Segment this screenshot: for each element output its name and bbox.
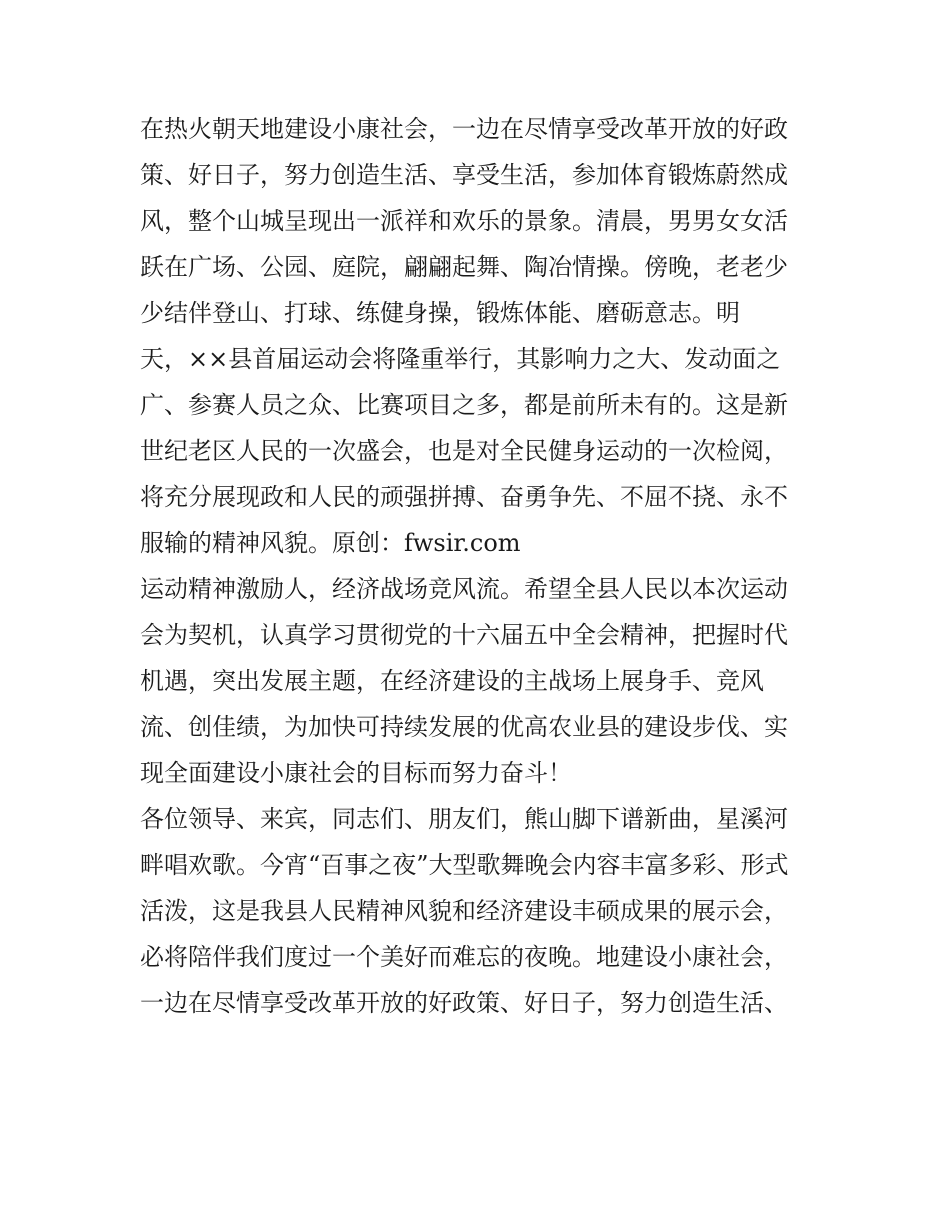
text-line: 天，××县首届运动会将隆重举行，其影响力之大、发动面之 [140,345,781,373]
text-line: 必将陪伴我们度过一个美好而难忘的夜晚。地建设小康社会， [140,943,788,971]
text-line: 跃在广场、公园、庭院，翩翩起舞、陶冶情操。傍晚，老老少 [140,253,788,281]
text-line: 畔唱欢歌。今宵“百事之夜”大型歌舞晚会内容丰富多彩、形式 [140,851,789,879]
text-line: 风，整个山城呈现出一派祥和欢乐的景象。清晨，男男女女活 [140,207,788,235]
document-body [140,106,812,1026]
text-line: 一边在尽情享受改革开放的好政策、好日子，努力创造生活、 [140,989,788,1017]
text-line: 现全面建设小康社会的目标而努力奋斗！ [140,759,572,787]
text-line: 将充分展现政和人民的顽强拼搏、奋勇争先、不屈不挠、永不 [140,483,788,511]
text-line: 流、创佳绩，为加快可持续发展的优高农业县的建设步伐、实 [140,713,788,741]
text-line: 少结伴登山、打球、练健身操，锻炼体能、磨砺意志。明 [140,299,740,327]
text-line: 世纪老区人民的一次盛会，也是对全民健身运动的一次检阅， [140,437,788,465]
text-line: 运动精神激励人，经济战场竞风流。希望全县人民以本次运动 [140,575,788,603]
text-line: 活泼，这是我县人民精神风貌和经济建设丰硕成果的展示会， [140,897,788,925]
text-line: 各位领导、来宾，同志们、朋友们，熊山脚下谱新曲，星溪河 [140,805,788,833]
text-line: 策、好日子，努力创造生活、享受生活，参加体育锻炼蔚然成 [140,161,788,189]
text-line: 在热火朝天地建设小康社会，一边在尽情享受改革开放的好政 [140,115,788,143]
text-line: 服输的精神风貌。原创：fwsir.com [140,529,521,557]
text-line: 会为契机，认真学习贯彻党的十六届五中全会精神，把握时代 [140,621,788,649]
text-line: 机遇，突出发展主题，在经济建设的主战场上展身手、竞风 [140,667,764,695]
text-line: 广、参赛人员之众、比赛项目之多，都是前所未有的。这是新 [140,391,788,419]
